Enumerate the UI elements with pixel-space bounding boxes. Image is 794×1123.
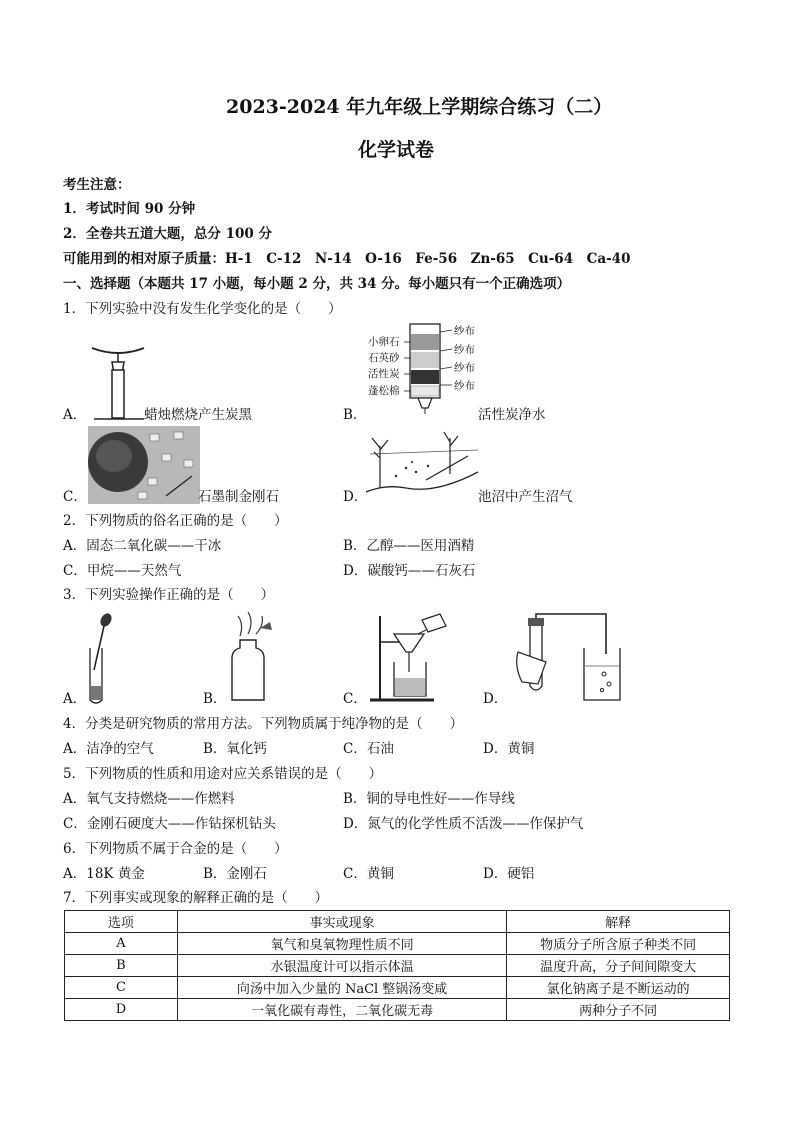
q1-option-b-text: 活性炭净水 (478, 407, 546, 423)
filter-label-sand: 石英砂 (368, 352, 400, 364)
q5-option-b: B．铜的导电性好——作导线 (343, 791, 515, 807)
filtration-figure (366, 612, 450, 704)
q3-option-b: B． (203, 691, 227, 707)
q5-option-c: C．金刚石硬度大——作钻探机钻头 (63, 816, 276, 832)
table-header-fact: 事实或现象 (177, 911, 506, 933)
q2-option-b: B．乙醇——医用酒精 (343, 538, 475, 554)
q4-option-b: B．氧化钙 (203, 741, 267, 757)
candle-figure (88, 340, 148, 422)
q1-option-c-label: C． (63, 489, 87, 505)
q6-option-a: A．18K 黄金 (63, 866, 145, 882)
atomic-masses: 可能用到的相对原子质量：H-1 C-12 N-14 O-16 Fe-56 Zn-65 Cu-64 Ca-40 (63, 251, 631, 267)
graphite-diamond-photo (88, 426, 200, 504)
q3-option-d: D． (483, 691, 508, 707)
q7-table (64, 910, 730, 1021)
q2-option-a: A．固态二氧化碳——干冰 (63, 538, 222, 554)
table-header-option: 选项 (65, 911, 178, 933)
q1-option-d-label: D． (343, 489, 368, 505)
table-cell-explanation: 物质分子所含原子种类不同 (507, 933, 730, 955)
table-cell-fact: 水银温度计可以指示体温 (177, 955, 506, 977)
swamp-figure (366, 428, 478, 500)
q2-stem: 2．下列物质的俗名正确的是（ ） (63, 513, 288, 529)
q3-option-c: C． (343, 691, 367, 707)
q6-option-d: D．硬铝 (483, 866, 535, 882)
q2-option-d: D．碳酸钙——石灰石 (343, 563, 476, 579)
q4-option-a: A．洁净的空气 (63, 741, 154, 757)
q4-option-d: D．黄铜 (483, 741, 535, 757)
q1-option-b-label: B． (343, 407, 367, 423)
filter-gauze-2: 纱布 (454, 344, 475, 356)
table-cell-explanation: 温度升高，分子间间隙变大 (507, 955, 730, 977)
q3-stem: 3．下列实验操作正确的是（ ） (63, 587, 275, 603)
q4-option-c: C．石油 (343, 741, 394, 757)
notice-item-2: 2．全卷共五道大题，总分 100 分 (63, 226, 272, 242)
table-row (65, 977, 730, 999)
notice-heading: 考生注意： (63, 177, 131, 193)
q5-option-a: A．氧气支持燃烧——作燃料 (63, 791, 235, 807)
q3-option-a: A． (63, 691, 87, 707)
q6-option-b: B．金刚石 (203, 866, 267, 882)
q1-option-d-text: 池沼中产生沼气 (478, 489, 573, 505)
table-row (65, 933, 730, 955)
q4-stem: 4．分类是研究物质的常用方法。下列物质属于纯净物的是（ ） (63, 716, 464, 732)
table-row (65, 955, 730, 977)
q6-option-c: C．黄铜 (343, 866, 394, 882)
table-cell-option: D (65, 999, 178, 1021)
notice-item-1: 1．考试时间 90 分钟 (63, 201, 196, 217)
filter-gauze-1: 纱布 (454, 325, 475, 337)
q1-option-a-text: 蜡烛燃烧产生炭黑 (144, 407, 252, 423)
q2-option-c: C．甲烷——天然气 (63, 563, 182, 579)
table-cell-fact: 氧气和臭氧物理性质不同 (177, 933, 506, 955)
table-row (65, 999, 730, 1021)
table-cell-fact: 向汤中加入少量的 NaCl 整锅汤变咸 (177, 977, 506, 999)
table-header-explanation: 解释 (507, 911, 730, 933)
table-cell-explanation: 氯化钠离子是不断运动的 (507, 977, 730, 999)
q6-stem: 6．下列物质不属于合金的是（ ） (63, 841, 288, 857)
page-title: 2023-2024 年九年级上学期综合练习（二） (226, 96, 613, 118)
filter-label-cotton: 蓬松棉 (368, 385, 400, 397)
table-cell-option: C (65, 977, 178, 999)
table-header-row (65, 911, 730, 933)
table-cell-fact: 一氧化碳有毒性，二氧化碳无毒 (177, 999, 506, 1021)
q1-stem: 1．下列实验中没有发生化学变化的是（ ） (63, 301, 342, 317)
filter-label-carbon: 活性炭 (368, 368, 400, 380)
table-cell-option: A (65, 933, 178, 955)
table-cell-explanation: 两种分子不同 (507, 999, 730, 1021)
section-heading: 一、选择题（本题共 17 小题，每小题 2 分，共 34 分。每小题只有一个正确选项） (63, 276, 571, 292)
q1-option-a-label: A． (63, 407, 87, 423)
page-subtitle: 化学试卷 (358, 139, 435, 161)
filter-label-pebble: 小卵石 (368, 336, 400, 348)
smell-gas-figure (226, 610, 274, 704)
dropper-tube-figure (84, 612, 114, 706)
q1-option-c-text: 石墨制金刚石 (198, 489, 279, 505)
airtightness-check-figure (512, 612, 622, 704)
filter-gauze-3: 纱布 (454, 362, 475, 374)
q5-stem: 5．下列物质的性质和用途对应关系错误的是（ ） (63, 766, 383, 782)
filter-gauze-4: 纱布 (454, 380, 475, 392)
q5-option-d: D．氮气的化学性质不活泼——作保护气 (343, 816, 584, 832)
q7-stem: 7．下列事实或现象的解释正确的是（ ） (63, 890, 329, 906)
table-cell-option: B (65, 955, 178, 977)
